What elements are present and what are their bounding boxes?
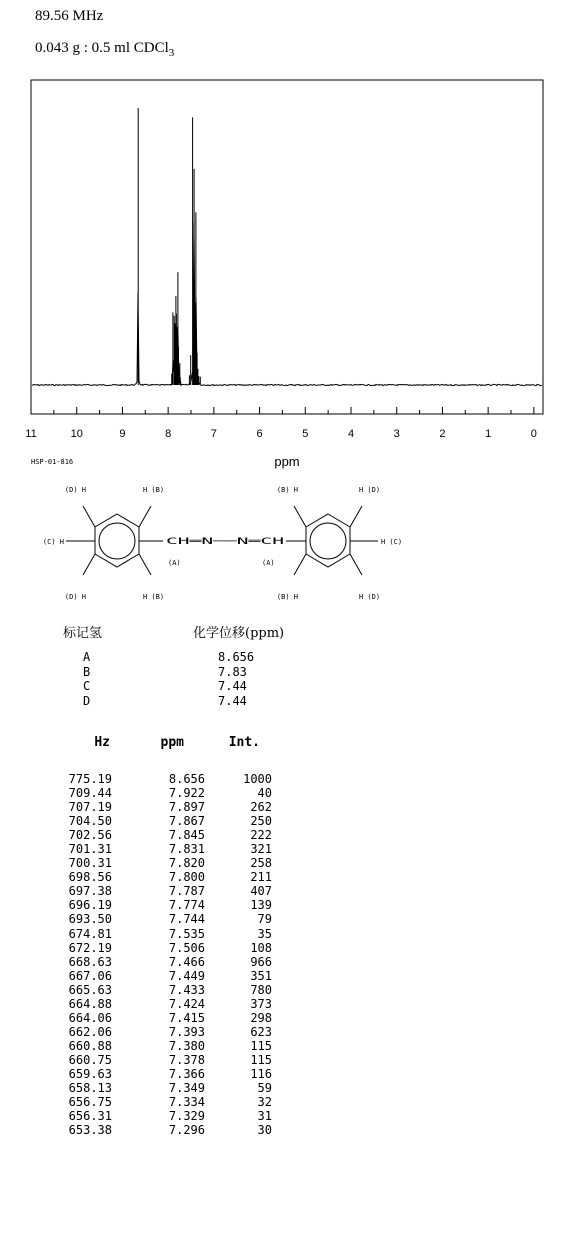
peak-ppm-cell: 7.380 (168, 1038, 205, 1053)
label-d-bot-right: H (D) (359, 593, 381, 601)
peak-hz-cell: 659.63 (68, 1066, 112, 1081)
assignment-label: C (83, 679, 91, 694)
peak-header-ppm: ppm (160, 735, 184, 750)
peak-hz-cell: 660.75 (68, 1052, 112, 1067)
peak-int-cell: 298 (250, 1010, 272, 1025)
assignment-shift: 7.44 (218, 679, 247, 694)
peak-ppm-cell: 7.845 (168, 828, 205, 843)
peak-ppm-cell: 7.831 (168, 842, 205, 857)
peak-hz-cell: 667.06 (68, 968, 112, 983)
peak-hz-cell: 674.81 (68, 926, 112, 941)
peak-row (0, 898, 570, 912)
peak-ppm-cell: 7.744 (168, 912, 205, 927)
x-tick-label: 2 (439, 428, 446, 440)
peak-ppm-cell: 7.506 (168, 940, 205, 955)
label-d-top-left: (D) H (64, 486, 86, 494)
peak-row (0, 997, 570, 1011)
peak-int-cell: 262 (250, 800, 272, 815)
peak-int-cell: 250 (250, 814, 272, 829)
peak-hz-cell: 704.50 (68, 814, 112, 829)
peak-hz-cell: 693.50 (68, 912, 112, 927)
x-tick-label: 5 (302, 428, 309, 440)
peak-hz-cell: 668.63 (68, 954, 112, 969)
peak-hz-cell: 775.19 (68, 772, 112, 786)
x-tick-label: 6 (256, 428, 263, 440)
x-tick-label: 1 (485, 428, 492, 440)
peak-row (0, 912, 570, 926)
peak-hz-cell: 700.31 (68, 856, 112, 871)
peak-ppm-cell: 7.378 (168, 1052, 205, 1067)
peak-ppm-cell: 7.349 (168, 1081, 205, 1096)
peak-int-cell: 211 (250, 870, 272, 885)
peak-row (0, 1095, 570, 1109)
peak-row (0, 1081, 570, 1095)
x-tick-label: 3 (393, 428, 400, 440)
peak-int-cell: 351 (250, 968, 272, 983)
peak-int-cell: 1000 (243, 772, 272, 786)
peak-int-cell: 79 (257, 912, 272, 927)
peak-row (0, 1039, 570, 1053)
peak-row (0, 955, 570, 969)
assignment-label: D (83, 693, 91, 708)
assignment-shift: 7.83 (218, 664, 247, 679)
x-tick-label: 8 (165, 428, 172, 440)
peak-row (0, 927, 570, 941)
peak-hz-cell: 662.06 (68, 1024, 112, 1039)
peak-header-hz: Hz (94, 735, 110, 750)
label-a-left: (A) (168, 559, 181, 567)
label-b-top-left: H (B) (143, 486, 165, 494)
peak-row (0, 828, 570, 842)
peak-row (0, 884, 570, 898)
x-axis-label: ppm (274, 454, 300, 469)
peak-int-cell: 31 (257, 1109, 272, 1124)
label-d-bot-left: (D) H (64, 593, 86, 601)
peak-row (0, 969, 570, 983)
peak-ppm-cell: 7.774 (168, 898, 205, 913)
peak-row (0, 814, 570, 828)
x-tick-label: 0 (530, 428, 537, 440)
peak-row (0, 1109, 570, 1123)
peak-hz-cell: 707.19 (68, 800, 112, 815)
peak-hz-cell: 656.31 (68, 1109, 112, 1124)
peak-hz-cell: 656.75 (68, 1095, 112, 1110)
peak-int-cell: 115 (250, 1052, 272, 1067)
peak-table (0, 772, 570, 1137)
assignment-header-shift: 化学位移(ppm) (193, 626, 285, 641)
peak-ppm-cell: 7.867 (168, 814, 205, 829)
peak-row (0, 786, 570, 800)
peak-hz-cell: 653.38 (68, 1123, 112, 1138)
assignment-row (0, 679, 570, 694)
peak-hz-cell: 702.56 (68, 828, 112, 843)
peak-row (0, 870, 570, 884)
assignment-label: B (83, 664, 91, 679)
peak-ppm-cell: 7.897 (168, 800, 205, 815)
peak-hz-cell: 697.38 (68, 884, 112, 899)
x-tick-label: 10 (70, 428, 83, 440)
peak-ppm-cell: 7.329 (168, 1109, 205, 1124)
peak-row (0, 1123, 570, 1137)
peak-ppm-cell: 7.366 (168, 1066, 205, 1081)
peak-ppm-cell: 7.433 (168, 982, 205, 997)
peak-ppm-cell: 7.296 (168, 1123, 205, 1138)
peak-ppm-cell: 7.800 (168, 870, 205, 885)
peak-int-cell: 32 (257, 1095, 272, 1110)
peak-int-cell: 30 (257, 1123, 272, 1138)
assignment-shift: 7.44 (218, 693, 247, 708)
assignment-row (0, 665, 570, 680)
peak-int-cell: 59 (257, 1081, 272, 1096)
peak-int-cell: 780 (250, 982, 272, 997)
spectrometer-frequency: 89.56 MHz (35, 8, 104, 24)
peak-int-cell: 40 (257, 786, 272, 801)
peak-ppm-cell: 7.424 (168, 996, 205, 1011)
peak-hz-cell: 672.19 (68, 940, 112, 955)
sample-main-text: 0.043 g : 0.5 ml CDCl (35, 40, 169, 56)
peak-int-cell: 258 (250, 856, 272, 871)
assignment-shift: 8.656 (218, 650, 255, 664)
peak-int-cell: 222 (250, 828, 272, 843)
x-tick-label: 9 (119, 428, 126, 440)
peak-hz-cell: 658.13 (68, 1081, 112, 1096)
peak-hz-cell: 709.44 (68, 786, 112, 801)
label-c-right: H (C) (381, 538, 403, 546)
peak-hz-cell: 664.88 (68, 996, 112, 1011)
peak-int-cell: 116 (250, 1066, 272, 1081)
left-benzene-ring (66, 506, 163, 575)
peak-ppm-cell: 7.449 (168, 968, 205, 983)
sample-subscript: 3 (168, 47, 175, 59)
peak-ppm-cell: 7.535 (168, 926, 205, 941)
peak-hz-cell: 701.31 (68, 842, 112, 857)
assignment-label: A (83, 650, 91, 664)
assignment-table-header (0, 622, 570, 642)
right-benzene-ring (286, 506, 378, 575)
peak-row (0, 1011, 570, 1025)
peak-row (0, 800, 570, 814)
peak-int-cell: 407 (250, 884, 272, 899)
peak-ppm-cell: 7.820 (168, 856, 205, 871)
peak-row (0, 842, 570, 856)
assignment-table (0, 650, 570, 708)
molecule-structure (0, 0, 570, 620)
peak-ppm-cell: 7.466 (168, 954, 205, 969)
peak-int-cell: 966 (250, 954, 272, 969)
label-b-bot-left: H (B) (143, 593, 165, 601)
peak-hz-cell: 664.06 (68, 1010, 112, 1025)
assignment-row (0, 694, 570, 709)
assignment-row (0, 650, 570, 665)
peak-ppm-cell: 7.787 (168, 884, 205, 899)
peak-hz-cell: 696.19 (68, 898, 112, 913)
label-c-left: (C) H (42, 538, 64, 546)
peak-ppm-cell: 7.922 (168, 786, 205, 801)
x-tick-label: 11 (25, 428, 37, 440)
peak-row (0, 1067, 570, 1081)
peak-hz-cell: 698.56 (68, 870, 112, 885)
peak-row (0, 983, 570, 997)
peak-row (0, 1025, 570, 1039)
peak-ppm-cell: 7.393 (168, 1024, 205, 1039)
peak-int-cell: 35 (257, 926, 272, 941)
x-tick-label: 4 (347, 428, 355, 440)
peak-ppm-cell: 8.656 (168, 772, 205, 786)
peak-int-cell: 373 (250, 996, 272, 1011)
peak-int-cell: 321 (250, 842, 272, 857)
peak-row (0, 941, 570, 955)
assignment-header-label: 标记氢 (63, 626, 103, 641)
peak-row (0, 856, 570, 870)
peak-hz-cell: 665.63 (68, 982, 112, 997)
peak-int-cell: 623 (250, 1024, 272, 1039)
label-b-bot-right: (B) H (276, 593, 298, 601)
peak-ppm-cell: 7.415 (168, 1010, 205, 1025)
peak-row (0, 1053, 570, 1067)
label-b-top-right: (B) H (276, 486, 298, 494)
peak-row (0, 772, 570, 786)
spectrum-code: HSP-01-816 (31, 458, 74, 466)
peak-header-int: Int. (228, 735, 260, 750)
x-tick-label: 7 (210, 428, 217, 440)
peak-hz-cell: 660.88 (68, 1038, 112, 1053)
peak-int-cell: 115 (250, 1038, 272, 1053)
azine-chain: CH═N──N═CH (166, 537, 284, 547)
peak-ppm-cell: 7.334 (168, 1095, 205, 1110)
label-a-right: (A) (262, 559, 275, 567)
label-d-top-right: H (D) (359, 486, 381, 494)
peak-int-cell: 139 (250, 898, 272, 913)
peak-int-cell: 108 (250, 940, 272, 955)
